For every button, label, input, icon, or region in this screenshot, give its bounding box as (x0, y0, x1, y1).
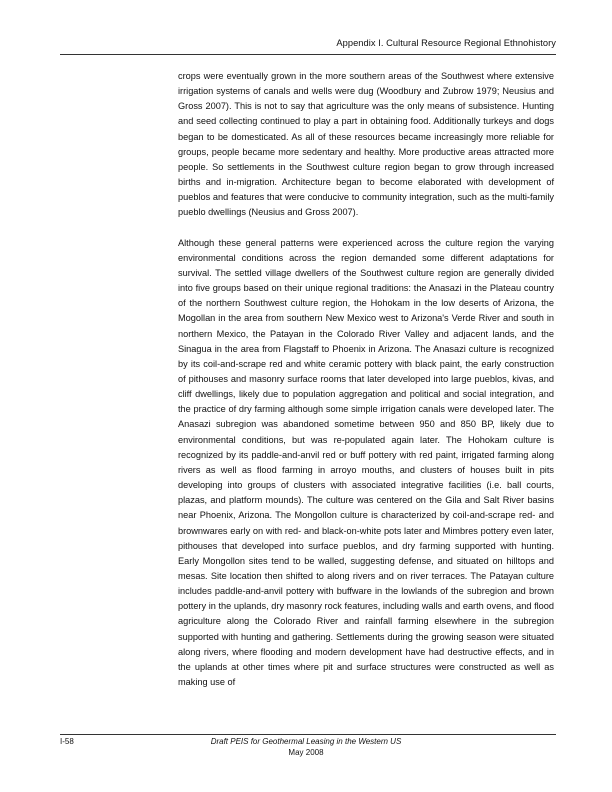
running-header-title: Appendix I. Cultural Resource Regional Ethnohistory (336, 38, 556, 48)
running-header (60, 38, 556, 55)
body-text (178, 69, 554, 690)
body-paragraph-1: crops were eventually grown in the more southern areas of the Southwest where extensive irrigation systems of canals and wells were dug (Woodbury and Zubrow 1979; Neusius and Gross 2007). This is not to say that agriculture was the only means of subsistence. Hunting and seed collecting continued to play a part in obtaining food. Additionally turkeys and dogs began to be domesticated. As all of these resources became increasingly more reliable for groups, people became more sedentary and healthy. More productive areas attracted more people. So settlements in the Southwest culture region began to grow through increased births and in-migration. Architecture began to become elaborated with development of pueblos and features that were conducive to community integration, such as the multi-family pueblo dwellings (Neusius and Gross 2007). (178, 71, 554, 218)
footer-date: May 2008 (288, 748, 324, 757)
footer-rule (60, 734, 556, 735)
page-number: I-58 (60, 737, 74, 746)
footer-document-title: Draft PEIS for Geothermal Leasing in the Western US (210, 737, 402, 746)
body-paragraph-2: Although these general patterns were experienced across the culture region the varying environmental conditions across the region demanded some different adaptations for survival. The settled village dwellers of the Southwest culture region are generally divided into five groups based on their unique regional traditions: the Anasazi in the Plateau country of the northern Southwest culture region, the Hohokam in the low deserts of Arizona, the Mogollan in the area from southern New Mexico west to Arizona's Verde River and south in northern Mexico, the Patayan in the Colorado River Valley and adjacent lands, and the Sinagua in the area from Flagstaff to Phoenix in Arizona. The Anasazi culture is recognized by its coil-and-scrape red and white ceramic pottery with black paint, the early construction of pithouses and masonry surface rooms that later developed into large pueblos, kivas, and cliff dwellings, likely due to population aggregation and political and social integration, and the practice of dry farming although some simple irrigation canals were developed later. The Anasazi subregion was abandoned sometime between 950 and 850 BP, likely due to environmental conditions, but was re-populated again later. The Hohokam culture is recognized by its paddle-and-anvil red or buff pottery with red paint, irrigated farming along rivers as well as flood farming in arroyo mouths, and clusters of houses built in pits developing into groups of clusters with associated integrative facilities (i.e. ball courts, plazas, and platform mounds). The culture was centered on the Gila and Salt River basins near Phoenix, Arizona. The Mongollon culture is characterized by coil-and-scrape red- and brownwares early on with red- and black-on-white pots later and Mimbres pottery even later, pithouses that developed into surface pueblos, and dry farming supported with hunting. Early Mongollon sites tend to be walled, suggesting defense, and situated on hilltops and mesas. Site location then shifted to along rivers and on river terraces. The Patayan culture includes paddle-and-anvil pottery with buffware in the lowlands of the subregion and brown pottery in the uplands, dry masonry rock features, including walls and earth ovens, and flood agriculture along the Colorado River and rainfall farming elsewhere in the subregion supported with hunting and gathering. Settlements during the growing season were situated along rivers, where flooding and modern development have had destructive effects, and in the uplands at other times where pit and surface structures were constructed as well as making use of (178, 237, 554, 688)
